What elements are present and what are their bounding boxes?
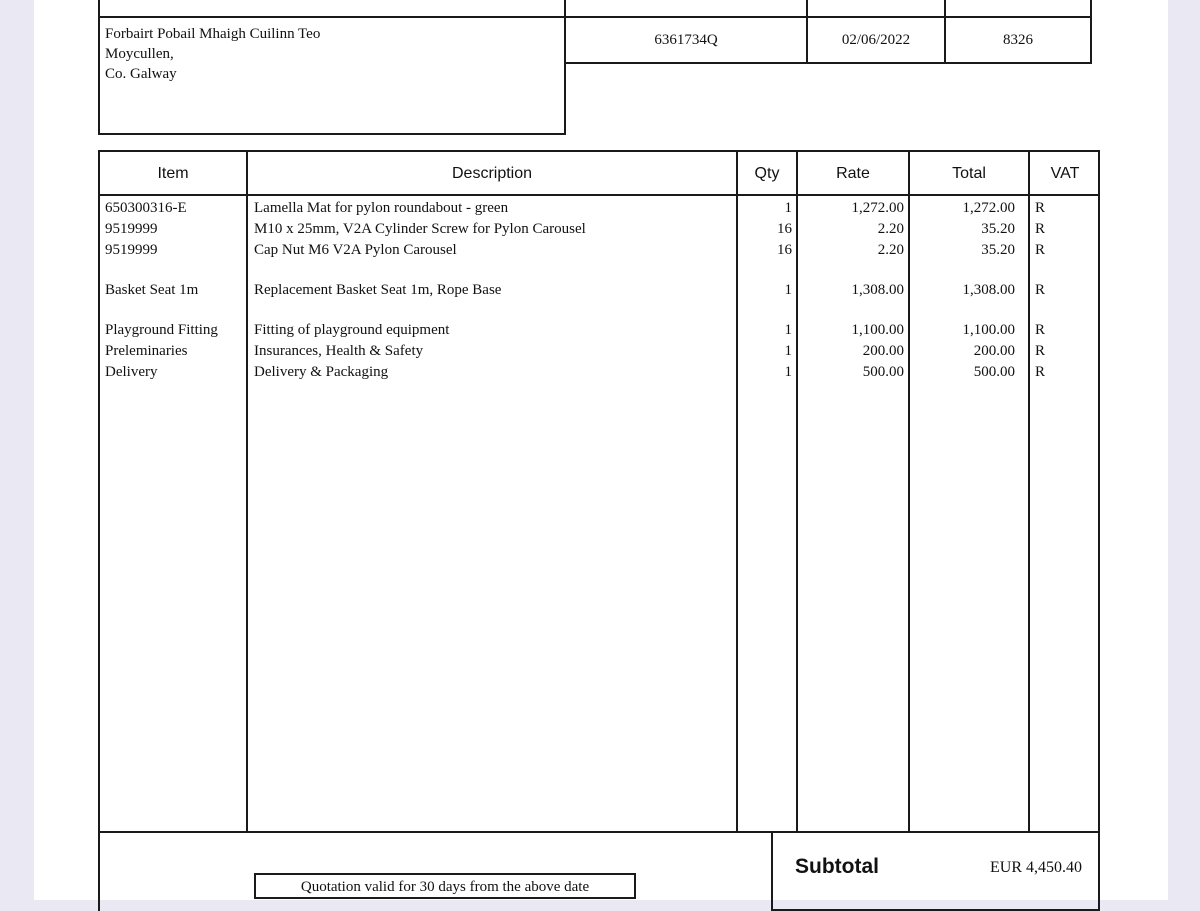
row-item: 9519999 (105, 221, 158, 237)
row-qty: 1 (784, 322, 792, 338)
items-table (98, 150, 1100, 833)
row-description: M10 x 25mm, V2A Cylinder Screw for Pylon Carousel (254, 221, 586, 237)
row-vat: R (1035, 221, 1046, 237)
row-total: 200.00 (973, 343, 1015, 359)
row-description: Cap Nut M6 V2A Pylon Carousel (254, 242, 457, 258)
address-box (98, 18, 566, 135)
row-item: 650300316-E (105, 200, 187, 216)
table-row (100, 198, 1100, 219)
row-total: 35.20 (981, 242, 1015, 258)
name-address-header (98, 0, 566, 18)
row-vat: R (1035, 242, 1046, 258)
subtotal-value: EUR 4,450.40 (990, 859, 1082, 876)
row-item: Delivery (105, 364, 158, 380)
row-rate: 2.20 (877, 221, 904, 237)
column-header-total: Total (952, 165, 986, 182)
row-rate: 1,308.00 (851, 282, 904, 298)
row-item: Playground Fitting (105, 322, 218, 338)
table-row (100, 240, 1100, 261)
column-header-vat: VAT (1050, 165, 1080, 182)
column-header-description: Description (451, 165, 533, 182)
subtotal-label: Subtotal (795, 855, 879, 878)
row-item: 9519999 (105, 242, 158, 258)
notes-area (98, 831, 774, 911)
row-total: 1,272.00 (962, 200, 1015, 216)
validity-note: Quotation valid for 30 days from the above date (254, 873, 636, 899)
address-line-2: Moycullen, (105, 46, 174, 62)
row-rate: 1,272.00 (851, 200, 904, 216)
column-header-qty: Qty (754, 165, 780, 182)
row-rate: 500.00 (862, 364, 904, 380)
row-qty: 1 (784, 200, 792, 216)
row-vat: R (1035, 322, 1046, 338)
table-row (100, 341, 1100, 362)
row-description: Lamella Mat for pylon roundabout - green (254, 200, 509, 216)
subtotal-box (771, 831, 1100, 911)
row-qty: 1 (784, 282, 792, 298)
quote-number-value: 8326 (944, 18, 1092, 64)
vat-number-value: 6361734Q (564, 18, 808, 64)
date-header (806, 0, 946, 18)
quote-document (34, 0, 1168, 900)
row-total: 35.20 (981, 221, 1015, 237)
table-row (100, 219, 1100, 240)
row-total: 1,308.00 (962, 282, 1015, 298)
column-header-item: Item (157, 165, 189, 182)
row-qty: 1 (784, 343, 792, 359)
row-vat: R (1035, 282, 1046, 298)
row-vat: R (1035, 343, 1046, 359)
row-description: Replacement Basket Seat 1m, Rope Base (254, 282, 502, 298)
row-rate: 200.00 (862, 343, 904, 359)
row-qty: 1 (784, 364, 792, 380)
row-rate: 1,100.00 (851, 322, 904, 338)
table-row (100, 280, 1100, 301)
row-item: Preleminaries (105, 343, 188, 359)
table-row (100, 320, 1100, 341)
row-total: 500.00 (973, 364, 1015, 380)
row-vat: R (1035, 364, 1046, 380)
row-description: Insurances, Health & Safety (254, 343, 424, 359)
row-rate: 2.20 (877, 242, 904, 258)
row-description: Delivery & Packaging (254, 364, 389, 380)
row-total: 1,100.00 (962, 322, 1015, 338)
address-line-1: Forbairt Pobail Mhaigh Cuilinn Teo (105, 26, 321, 42)
table-row (100, 362, 1100, 383)
row-qty: 16 (777, 221, 792, 237)
row-qty: 16 (777, 242, 792, 258)
row-vat: R (1035, 200, 1046, 216)
quote-number-header (944, 0, 1092, 18)
vat-number-header (564, 0, 808, 18)
address-line-3: Co. Galway (105, 66, 177, 82)
row-description: Fitting of playground equipment (254, 322, 450, 338)
row-item: Basket Seat 1m (105, 282, 199, 298)
column-header-rate: Rate (836, 165, 870, 182)
date-value: 02/06/2022 (806, 18, 946, 64)
